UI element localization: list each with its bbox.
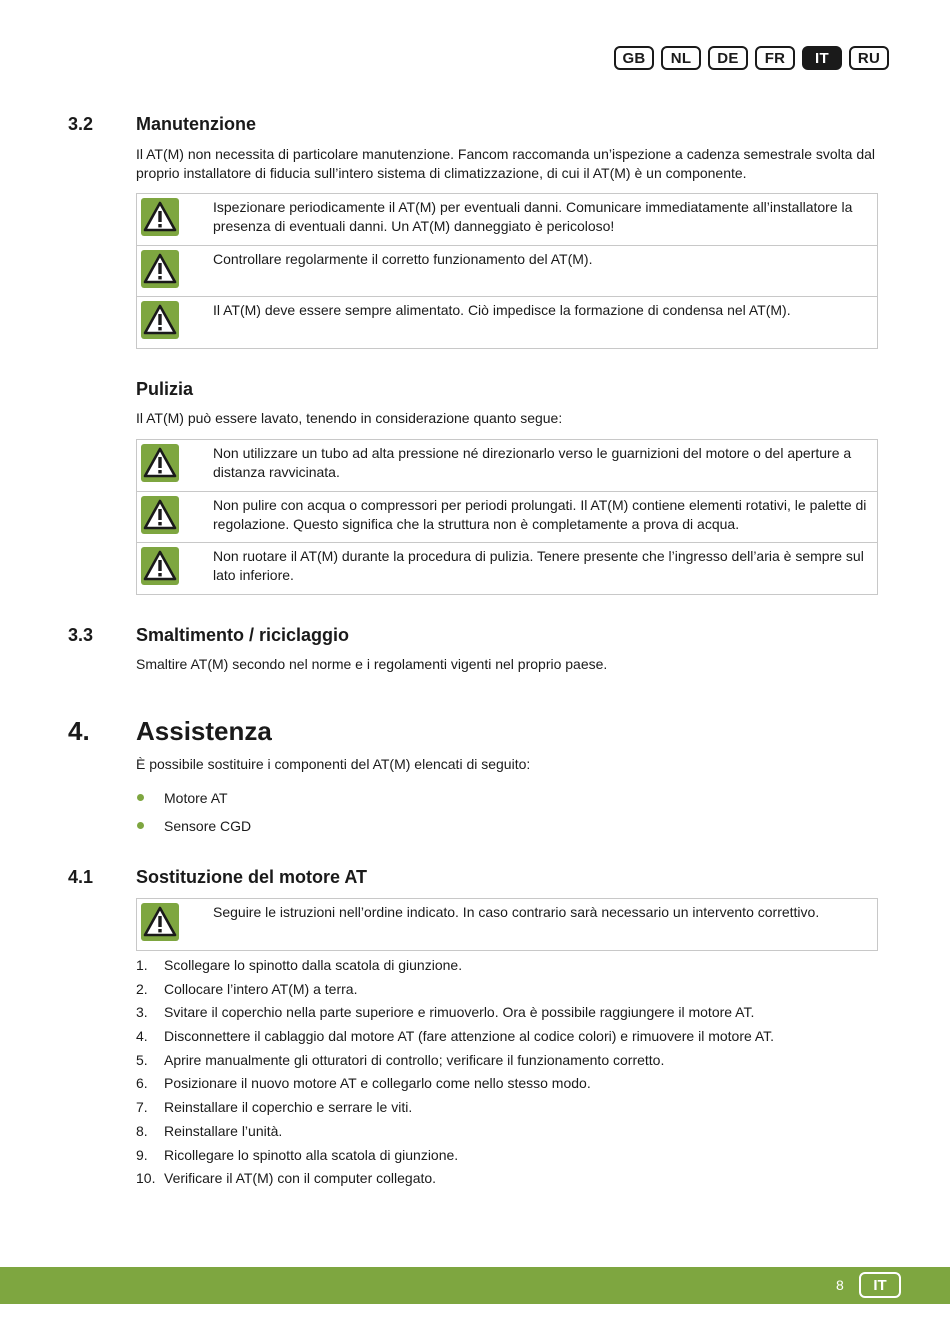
step-number: 1. <box>136 957 148 973</box>
lang-fr[interactable]: FR <box>755 46 795 70</box>
warning-triangle-icon <box>141 250 179 288</box>
step-text: Verificare il AT(M) con il computer collegato. <box>164 1170 437 1187</box>
step-number: 7. <box>136 1099 148 1116</box>
section-title: Manutenzione <box>136 114 256 134</box>
list-item-text: Sensore CGD <box>164 818 252 834</box>
warning-row <box>137 440 877 492</box>
section-title: Smaltimento / riciclaggio <box>136 625 350 645</box>
list-item-text: Motore AT <box>164 790 228 806</box>
chapter-number: 4. <box>68 716 90 746</box>
warning-row <box>137 246 877 297</box>
warning-row <box>137 194 877 246</box>
warning-text: Non ruotare il AT(M) durante la procedura di pulizia. Tenere presente che l’ingresso dell’aria è sempre sul lato inferiore. <box>213 548 864 583</box>
page-footer <box>0 1267 950 1304</box>
lang-gb[interactable]: GB <box>614 46 654 70</box>
lang-nl[interactable]: NL <box>661 46 701 70</box>
warning-row <box>137 492 877 543</box>
warning-text: Seguire le istruzioni nell’ordine indicato. In caso contrario sarà necessario un intervento correttivo. <box>213 904 820 920</box>
maintenance-warnings <box>136 193 878 349</box>
cleaning-warnings <box>136 439 878 595</box>
warning-row <box>137 899 877 950</box>
step-number: 2. <box>136 980 148 997</box>
step-number: 3. <box>136 1004 148 1021</box>
step-number: 5. <box>136 1051 148 1068</box>
step-number: 8. <box>136 1122 148 1139</box>
step-text: Collocare l’intero AT(M) a terra. <box>164 980 358 997</box>
warning-triangle-icon <box>141 496 179 534</box>
heading-pulizia: Pulizia <box>136 379 194 399</box>
footer-language-badge: IT <box>859 1272 901 1298</box>
warning-triangle-icon <box>141 903 179 941</box>
step-text: Reinstallare l’unità. <box>164 1122 283 1139</box>
step-text: Disconnettere il cablaggio dal motore AT (fare attenzione al codice colori) e rimuovere il motore AT. <box>164 1028 775 1045</box>
step-number: 9. <box>136 1146 148 1163</box>
section-number: 4.1 <box>68 867 94 887</box>
section-title: Sostituzione del motore AT <box>136 867 368 887</box>
section-number: 3.3 <box>68 625 94 645</box>
step-text: Aprire manualmente gli otturatori di controllo; verificare il funzionamento corretto. <box>164 1051 665 1068</box>
step-text: Reinstallare il coperchio e serrare le viti. <box>164 1099 413 1116</box>
warning-text: Non utilizzare un tubo ad alta pressione né direzionarlo verso le guarnizioni del motore o del aperture a distanza ravvicinata. <box>213 445 852 480</box>
warning-row <box>137 297 877 348</box>
lang-de[interactable]: DE <box>708 46 748 70</box>
warning-triangle-icon <box>141 444 179 482</box>
service-intro: È possibile sostituire i componenti del AT(M) elencati di seguito: <box>136 756 531 772</box>
disposal-text: Smaltire AT(M) secondo nel norme e i regolamenti vigenti nel proprio paese. <box>136 656 608 672</box>
step-text: Scollegare lo spinotto dalla scatola di giunzione. <box>164 957 463 973</box>
step-number: 10. <box>136 1170 156 1187</box>
warning-text: Non pulire con acqua o compressori per periodi prolungati. Il AT(M) contiene elementi rotativi, le palette di regolazione. Questo significa che la struttura non è completamente a prova di acqua. <box>213 497 867 532</box>
replacement-warning <box>136 898 878 951</box>
page-number: 8 <box>836 1277 844 1293</box>
step-text: Ricollegare lo spinotto alla scatola di giunzione. <box>164 1146 459 1163</box>
step-number: 6. <box>136 1075 148 1092</box>
step-text: Posizionare il nuovo motore AT e collegarlo come nello stesso modo. <box>164 1075 591 1092</box>
language-selector <box>614 46 889 70</box>
warning-text: Il AT(M) deve essere sempre alimentato. Ciò impedisce la formazione di condensa nel AT(M). <box>213 302 791 318</box>
warning-triangle-icon <box>141 301 179 339</box>
warning-triangle-icon <box>141 547 179 585</box>
chapter-title: Assistenza <box>136 716 272 746</box>
bullet-icon <box>137 822 144 829</box>
warning-text: Controllare regolarmente il corretto funzionamento del AT(M). <box>213 251 593 267</box>
lang-it[interactable]: IT <box>802 46 842 70</box>
step-text: Svitare il coperchio nella parte superiore e rimuoverlo. Ora è possibile raggiungere il motore AT. <box>164 1004 755 1021</box>
step-number: 4. <box>136 1028 148 1045</box>
maintenance-intro: Il AT(M) non necessita di particolare manutenzione. Fancom raccomanda un’ispezione a cadenza semestrale svolta dal proprio installatore di fiducia sull’intero sistema di climatizzazione, di cui il AT(M) è un componente. <box>136 146 876 181</box>
warning-text: Ispezionare periodicamente il AT(M) per eventuali danni. Comunicare immediatamente all’installatore la presenza di eventuali danni. Un AT(M) danneggiato è pericoloso! <box>213 199 853 234</box>
section-number: 3.2 <box>68 114 94 134</box>
lang-ru[interactable]: RU <box>849 46 889 70</box>
bullet-icon <box>137 794 144 801</box>
warning-triangle-icon <box>141 198 179 236</box>
warning-row <box>137 543 877 594</box>
cleaning-intro: Il AT(M) può essere lavato, tenendo in considerazione quanto segue: <box>136 410 563 426</box>
